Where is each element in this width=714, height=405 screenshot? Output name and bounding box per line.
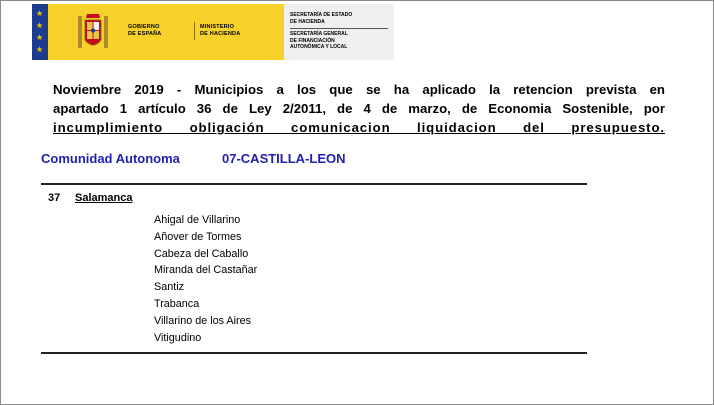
section-rule-bottom	[41, 352, 587, 354]
municipality-list	[154, 212, 257, 346]
list-item: Añover de Tormes	[154, 230, 242, 243]
province-name: Salamanca	[75, 192, 133, 204]
coat-of-arms-icon	[78, 10, 108, 54]
list-item: Cabeza del Caballo	[154, 247, 249, 260]
secretaria-estado-label: SECRETARÍA DE ESTADO DE HACIENDA	[290, 12, 353, 25]
document-title	[53, 80, 665, 137]
list-item: Miranda del Castañar	[154, 264, 258, 277]
list-item: Villarino de los Aires	[154, 314, 252, 327]
secretaria-divider	[290, 28, 388, 29]
title-line: apartado 1 artículo 36 de Ley 2/2011, de 4 de marzo, de Economia Sostenible, por	[53, 101, 665, 116]
community-heading	[41, 151, 346, 166]
star-icon: ★	[36, 33, 44, 42]
province-number: 37	[48, 192, 61, 204]
eu-flag-stripe	[32, 4, 48, 60]
government-logo-band	[48, 4, 284, 60]
star-icon: ★	[36, 9, 44, 18]
title-line-underlined: incumplimiento obligación comunicacion liquidacion del presupuesto.	[53, 120, 665, 135]
star-icon: ★	[36, 45, 44, 54]
gobierno-label: GOBIERNO DE ESPAÑA	[128, 24, 162, 37]
list-item: Vitigudino	[154, 331, 202, 344]
secretaria-general-label: SECRETARÍA GENERAL DE FINANCIACIÓN AUTONÓMICA Y LOCAL	[290, 31, 348, 50]
list-item: Santiz	[154, 281, 185, 294]
government-header	[32, 4, 394, 60]
province-heading	[48, 192, 133, 204]
secretaria-panel	[284, 4, 394, 60]
list-item: Ahigal de Villarino	[154, 214, 241, 226]
community-code: 07-CASTILLA-LEON	[222, 151, 346, 166]
section-rule-top	[41, 183, 587, 185]
header-divider	[194, 22, 195, 40]
community-label: Comunidad Autonoma	[41, 151, 180, 166]
ministerio-label: MINISTERIO DE HACIENDA	[200, 24, 241, 37]
title-line: Noviembre 2019 - Municipios a los que se ha aplicado la retencion prevista en	[53, 82, 665, 97]
list-item: Trabanca	[154, 297, 200, 310]
star-icon: ★	[36, 21, 44, 30]
